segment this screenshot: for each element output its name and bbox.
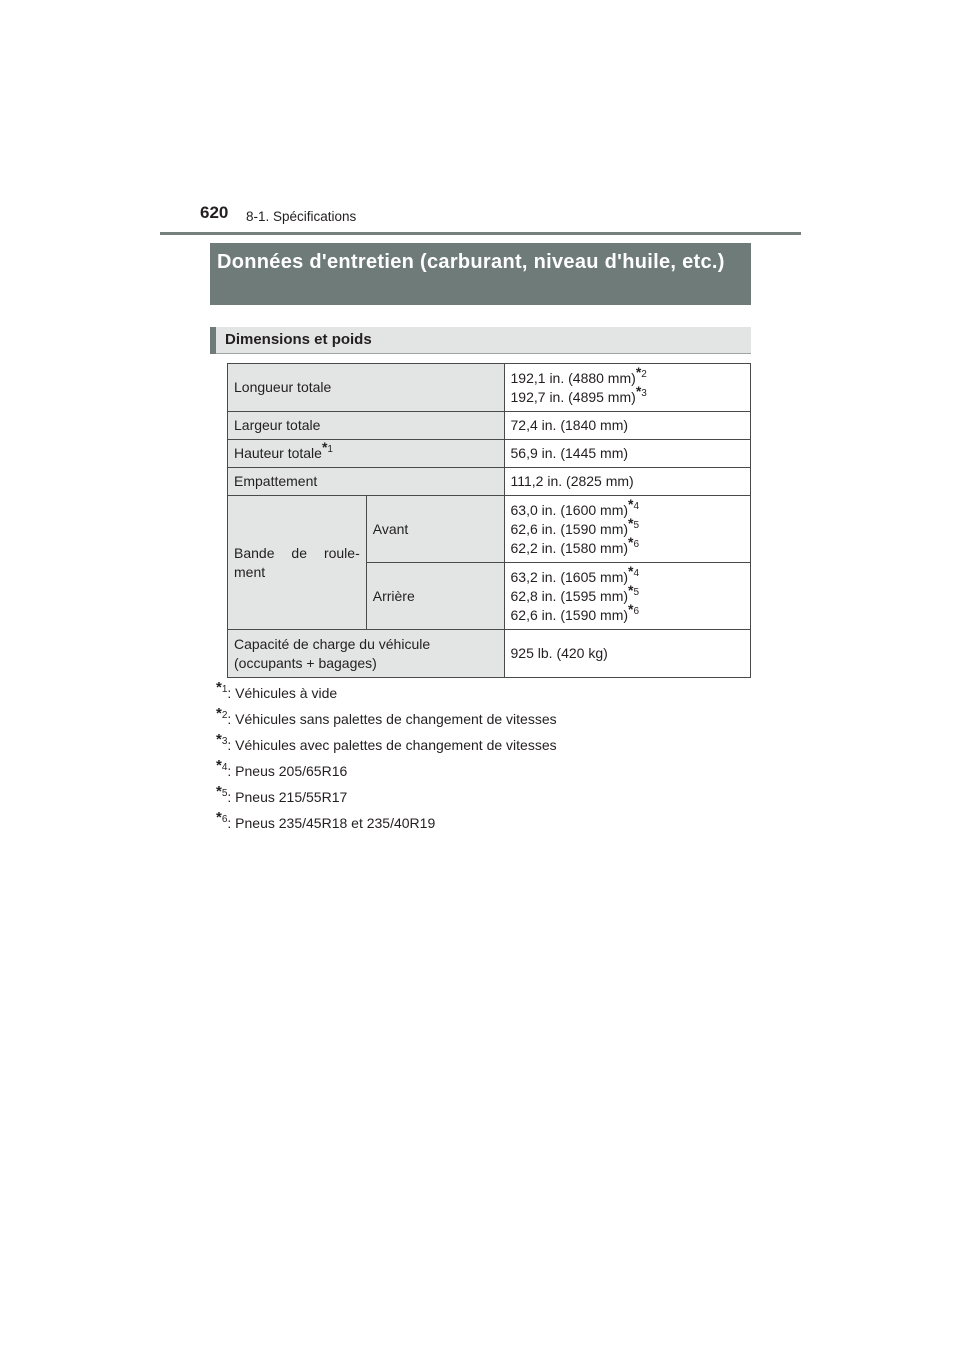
- capacity-label: Capacité de charge du véhicule (occupants + bagages): [228, 630, 505, 678]
- footnote-item: $^{*3}$: Véhicules avec palettes de changement de vitesses: [216, 731, 557, 753]
- tread-label-line1: Bande de roule-: [234, 544, 360, 561]
- footnote-item: $^{*2}$: Véhicules sans palettes de changement de vitesses: [216, 705, 557, 727]
- width-value: 72,4 in. (1840 mm): [504, 412, 750, 440]
- section-label: 8-1. Spécifications: [246, 209, 357, 224]
- footnote-ref: *4: [628, 495, 640, 512]
- height-value: 56,9 in. (1445 mm): [504, 440, 750, 468]
- subheading-box: [210, 327, 751, 354]
- wheelbase-value: 111,2 in. (2825 mm): [504, 468, 750, 496]
- footnote-item: $^{*5}$: Pneus 215/55R17: [216, 783, 348, 805]
- table-row: [228, 364, 751, 412]
- table-row: [228, 468, 751, 496]
- footnote-ref: *5: [628, 514, 640, 531]
- length-label: Longueur totale: [228, 364, 505, 412]
- footnotes: [216, 679, 557, 839]
- wheelbase-label: Empattement: [228, 468, 505, 496]
- footnote-ref: *6: [628, 533, 640, 550]
- length-value: [504, 364, 750, 412]
- width-label: Largeur totale: [228, 412, 505, 440]
- footnote-ref: *1: [321, 439, 333, 455]
- tread-label-line2: ment: [234, 563, 266, 580]
- footnote-ref: *2: [635, 363, 647, 380]
- header-rule: [160, 232, 801, 235]
- footnote-item: $^{*4}$: Pneus 205/65R16: [216, 757, 348, 779]
- section-title: Données d'entretien (carburant, niveau d'huile, etc.): [210, 243, 751, 305]
- dimensions-table: [227, 363, 751, 678]
- table-row: [228, 630, 751, 678]
- front-values: 63,0 in. (1600 mm)$^{*4}$ 62,6 in. (1590 mm)$^{*5}$ 62,2 in. (1580 mm)$^{*6}$: [504, 496, 750, 563]
- length-value-2: 192,7 in. (4895 mm): [510, 388, 636, 405]
- footnote-ref: *5: [628, 581, 640, 598]
- capacity-value: 925 lb. (420 kg): [504, 630, 750, 678]
- footnote-item: $^{*1}$: Véhicules à vide: [216, 679, 338, 701]
- table-row: [228, 412, 751, 440]
- subheading-title: Dimensions et poids: [225, 331, 372, 348]
- rear-label: Arrière: [366, 563, 504, 630]
- length-value-1: 192,1 in. (4880 mm): [510, 369, 636, 386]
- subheading-accent-bar: [210, 327, 216, 354]
- page-number: 620: [200, 203, 229, 222]
- rear-values: 63,2 in. (1605 mm)$^{*4}$ 62,8 in. (1595 mm)$^{*5}$ 62,6 in. (1590 mm)$^{*6}$: [504, 563, 750, 630]
- height-label: Hauteur totale$^{*1}$: [228, 440, 505, 468]
- footnote-ref: *6: [628, 600, 640, 617]
- tread-label: [228, 496, 367, 630]
- footnote-ref: *4: [628, 562, 640, 579]
- footnote-ref: *3: [635, 382, 647, 399]
- table-row: [228, 496, 751, 563]
- front-label: Avant: [366, 496, 504, 563]
- table-row: [228, 440, 751, 468]
- footnote-item: $^{*6}$: Pneus 235/45R18 et 235/40R19: [216, 809, 436, 831]
